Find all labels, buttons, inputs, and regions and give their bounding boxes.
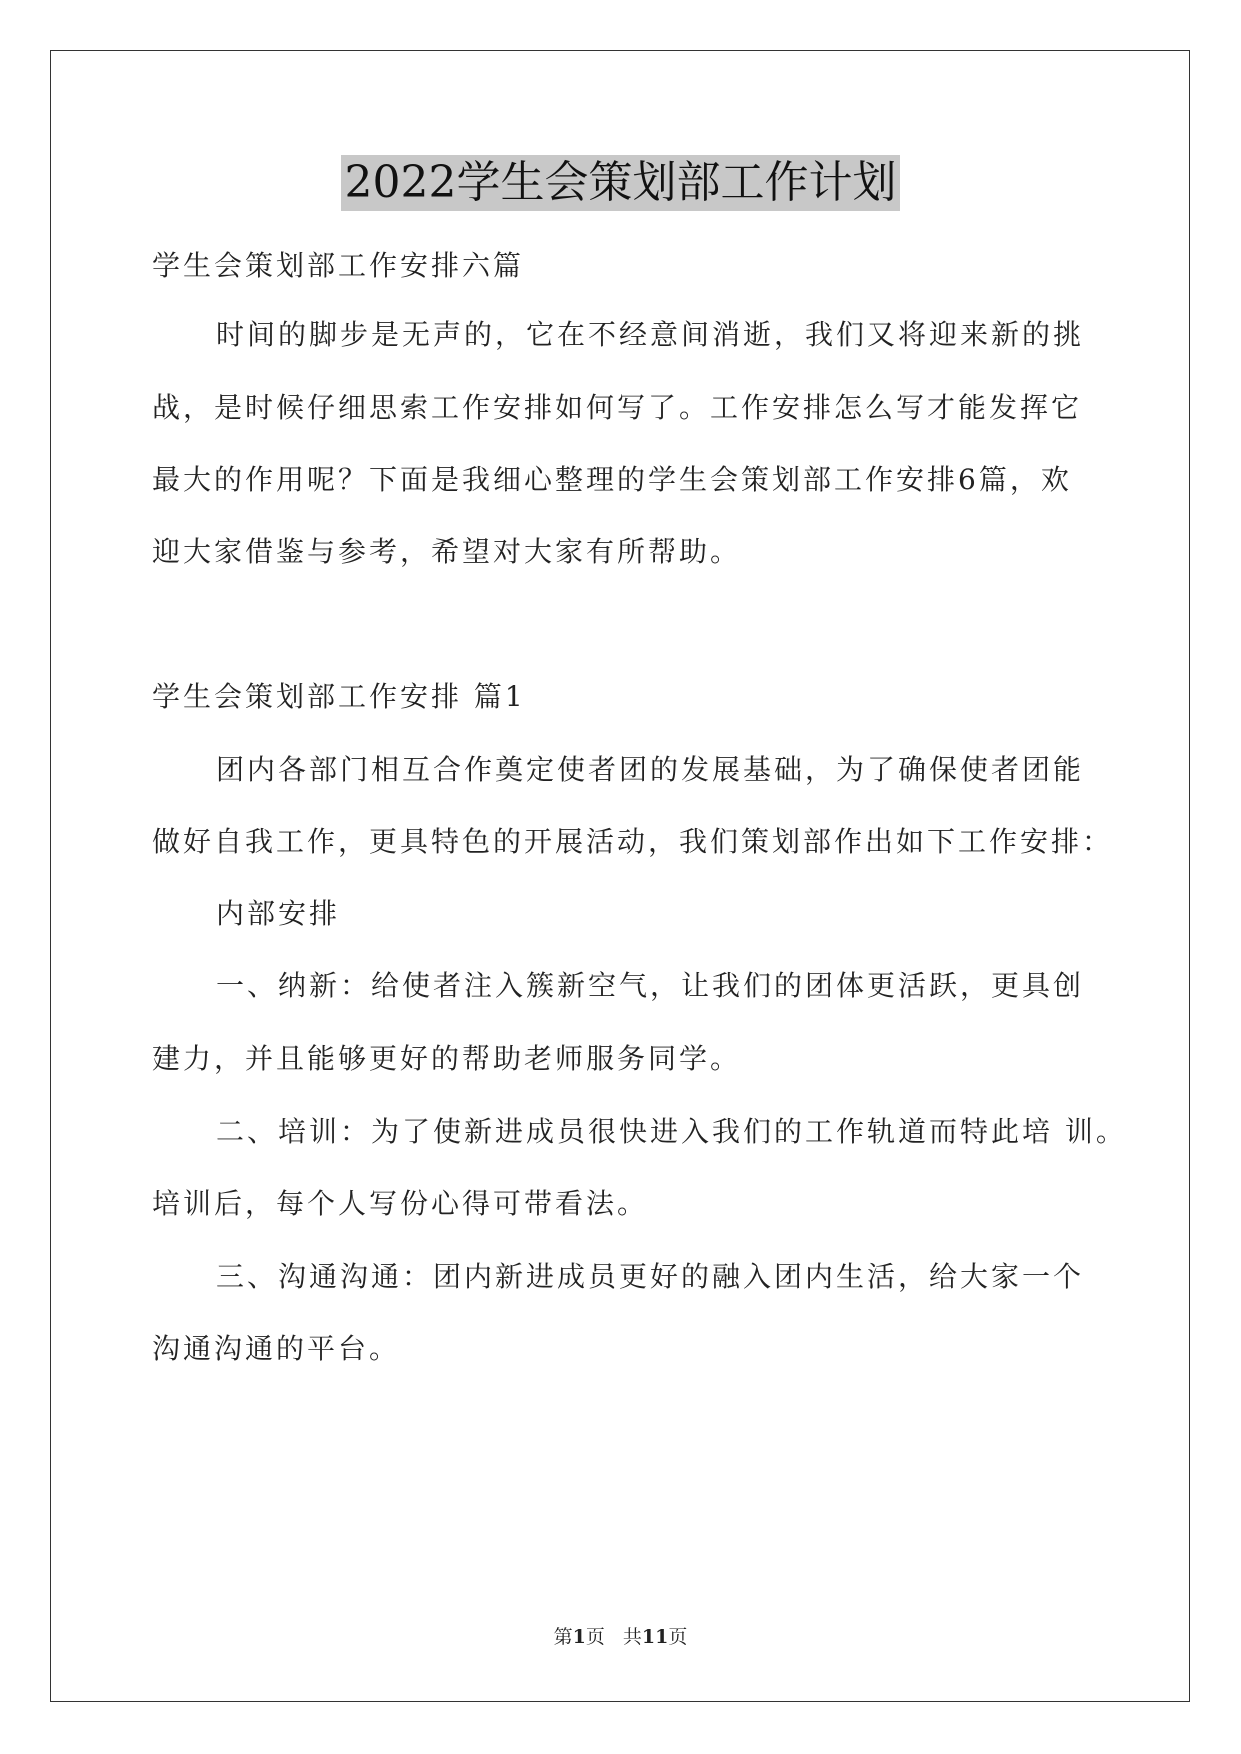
- total-pages: 11: [641, 1626, 669, 1648]
- subtitle: 学生会策划部工作安排六篇: [152, 249, 525, 282]
- intro-line: 最大的作用呢？下面是我细心整理的学生会策划部工作安排6篇，欢: [152, 463, 1072, 496]
- body-line: 做好自我工作，更具特色的开展活动，我们策划部作出如下工作安排：: [152, 825, 1114, 858]
- page-number: 1: [572, 1626, 586, 1648]
- body-line: 一、纳新：给使者注入簇新空气，让我们的团体更活跃，更具创: [216, 969, 1085, 1002]
- intro-line: 迎大家借鉴与参考，希望对大家有所帮助。: [152, 535, 742, 568]
- total-prefix: 共: [622, 1626, 642, 1648]
- section-heading: 学生会策划部工作安排 篇1: [152, 680, 526, 713]
- body-line: 二、培训：为了使新进成员很快进入我们的工作轨道而特此培 训。: [216, 1115, 1127, 1148]
- intro-line: 时间的脚步是无声的，它在不经意间消逝，我们又将迎来新的挑: [216, 318, 1085, 351]
- body-line: 三、沟通沟通：团内新进成员更好的融入团内生活，给大家一个: [216, 1260, 1085, 1293]
- subheading-internal-arrangement: 内部安排: [216, 897, 341, 930]
- body-line: 培训后，每个人写份心得可带看法。: [152, 1187, 649, 1220]
- page-border: [50, 50, 1190, 1702]
- body-line: 建力，并且能够更好的帮助老师服务同学。: [152, 1042, 742, 1075]
- body-line: 沟通沟通的平台。: [152, 1332, 401, 1365]
- total-suffix: 页: [668, 1626, 688, 1648]
- page-suffix: 页: [585, 1626, 605, 1648]
- page-prefix: 第: [553, 1626, 573, 1648]
- page-footer: [0, 1625, 1241, 1649]
- document-title: 2022学生会策划部工作计划: [341, 155, 901, 211]
- intro-line: 战，是时候仔细思索工作安排如何写了。工作安排怎么写才能发挥它: [152, 391, 1083, 424]
- body-line: 团内各部门相互合作奠定使者团的发展基础，为了确保使者团能: [216, 753, 1085, 786]
- title-container: [0, 155, 1241, 211]
